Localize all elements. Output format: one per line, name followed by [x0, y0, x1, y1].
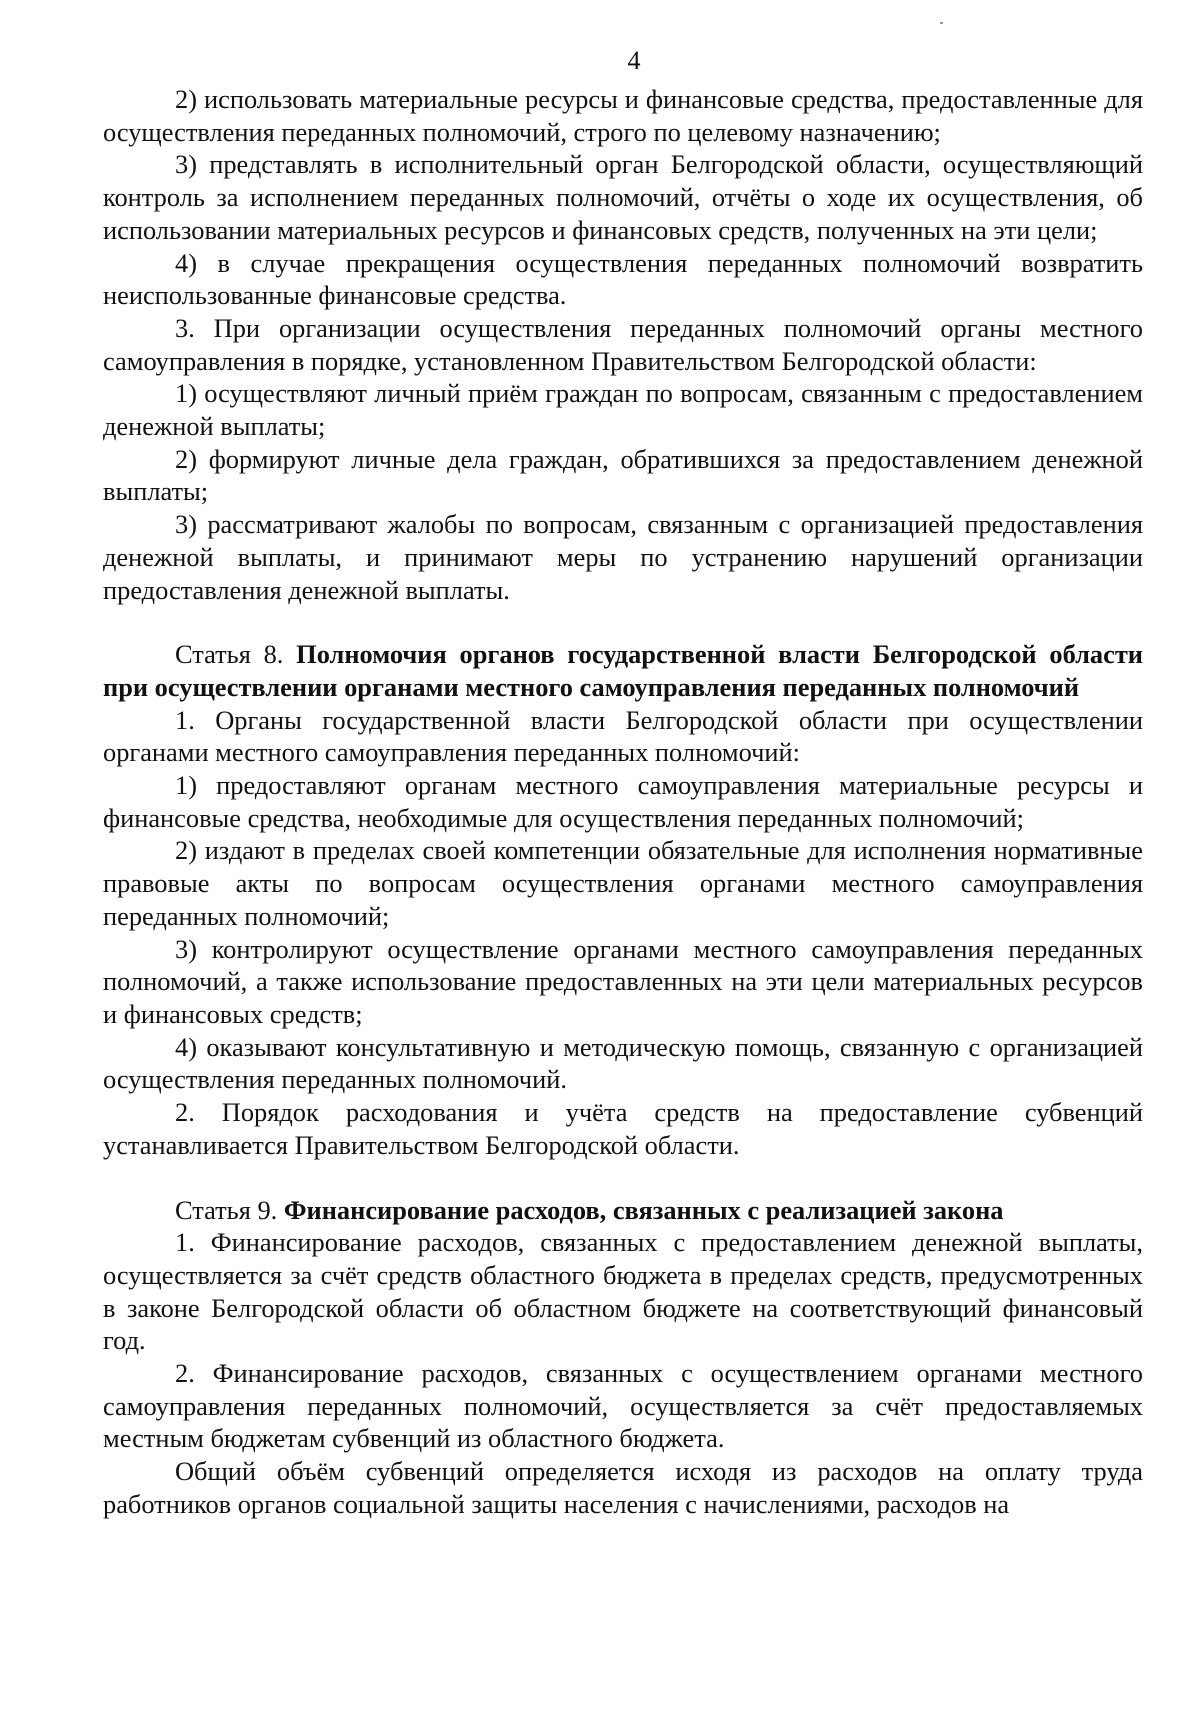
paragraph: 1. Органы государственной власти Белгородской области при осуществлении органами местного самоуправления переданных полномочий: [103, 704, 1143, 768]
paragraph: 1. Финансирование расходов, связанных с предоставлением денежной выплаты, осуществляется за счёт средств областного бюджета в пределах средств, предусмотренных в законе Белгородской области об областном бюджете на соответствующий финансовый год. [103, 1227, 1143, 1356]
paragraph: 3. При организации осуществления переданных полномочий органы местного самоуправления в порядке, установленном Правительством Белгородской области: [103, 312, 1143, 376]
article-title: Полномочия органов государственной власти Белгородской области при осуществлении органами местного самоуправления переданных полномочий [103, 639, 1143, 702]
paragraph: Общий объём субвенций определяется исходя из расходов на оплату труда работников органов социальной защиты населения с начислениями, расходов на [103, 1456, 1143, 1519]
article-8 [103, 638, 1143, 1161]
numbered-list-block [103, 83, 1143, 606]
page-number: 4 [627, 46, 641, 75]
article-number: Статья 8. [175, 639, 284, 670]
paragraph: 3) рассматривают жалобы по вопросам, связанным с организацией предоставления денежной выплаты, и принимают меры по устранению нарушений организации предоставления денежной выплаты. [103, 509, 1143, 605]
paragraph: 4) в случае прекращения осуществления переданных полномочий возвратить неиспользованные финансовые средства. [103, 247, 1143, 311]
paragraph: 2) формируют личные дела граждан, обратившихся за предоставлением денежной выплаты; [103, 443, 1143, 507]
paragraph: 4) оказывают консультативную и методическую помощь, связанную с организацией осуществления переданных полномочий. [103, 1031, 1143, 1095]
paragraph: 2) издают в пределах своей компетенции обязательные для исполнения нормативные правовые акты по вопросам осуществления органами местного самоуправления переданных полномочий; [103, 835, 1143, 931]
scan-speck [940, 22, 943, 24]
article-title: Финансирование расходов, связанных с реализацией закона [283, 1194, 1004, 1225]
article-heading [103, 1194, 1143, 1227]
document-page [103, 45, 1143, 1521]
paragraph: 3) представлять в исполнительный орган Белгородской области, осуществляющий контроль за исполнением переданных полномочий, отчёты о ходе их осуществления, об использовании материальных ресурсов и финансовых средств, полученных на эти цели; [103, 149, 1143, 245]
paragraph: 1) осуществляют личный приём граждан по вопросам, связанным с предоставлением денежной выплаты; [103, 378, 1143, 442]
article-9 [103, 1194, 1143, 1521]
section-spacer [103, 1162, 1143, 1194]
paragraph: 2. Финансирование расходов, связанных с осуществлением органами местного самоуправления переданных полномочий, осуществляется за счёт предоставляемых местным бюджетам субвенций из областного бюджета. [103, 1358, 1143, 1454]
paragraph: 1) предоставляют органам местного самоуправления материальные ресурсы и финансовые средства, необходимые для осуществления переданных полномочий; [103, 770, 1143, 833]
article-number: Статья 9. [175, 1194, 278, 1225]
paragraph: 2) использовать материальные ресурсы и финансовые средства, предоставленные для осуществления переданных полномочий, строго по целевому назначению; [103, 84, 1143, 147]
article-heading [103, 638, 1143, 703]
paragraph: 2. Порядок расходования и учёта средств на предоставление субвенций устанавливается Правительством Белгородской области. [103, 1097, 1143, 1160]
paragraph: 3) контролируют осуществление органами местного самоуправления переданных полномочий, а также использование предоставленных на эти цели материальных ресурсов и финансовых средств; [103, 933, 1143, 1029]
section-spacer [103, 606, 1143, 638]
